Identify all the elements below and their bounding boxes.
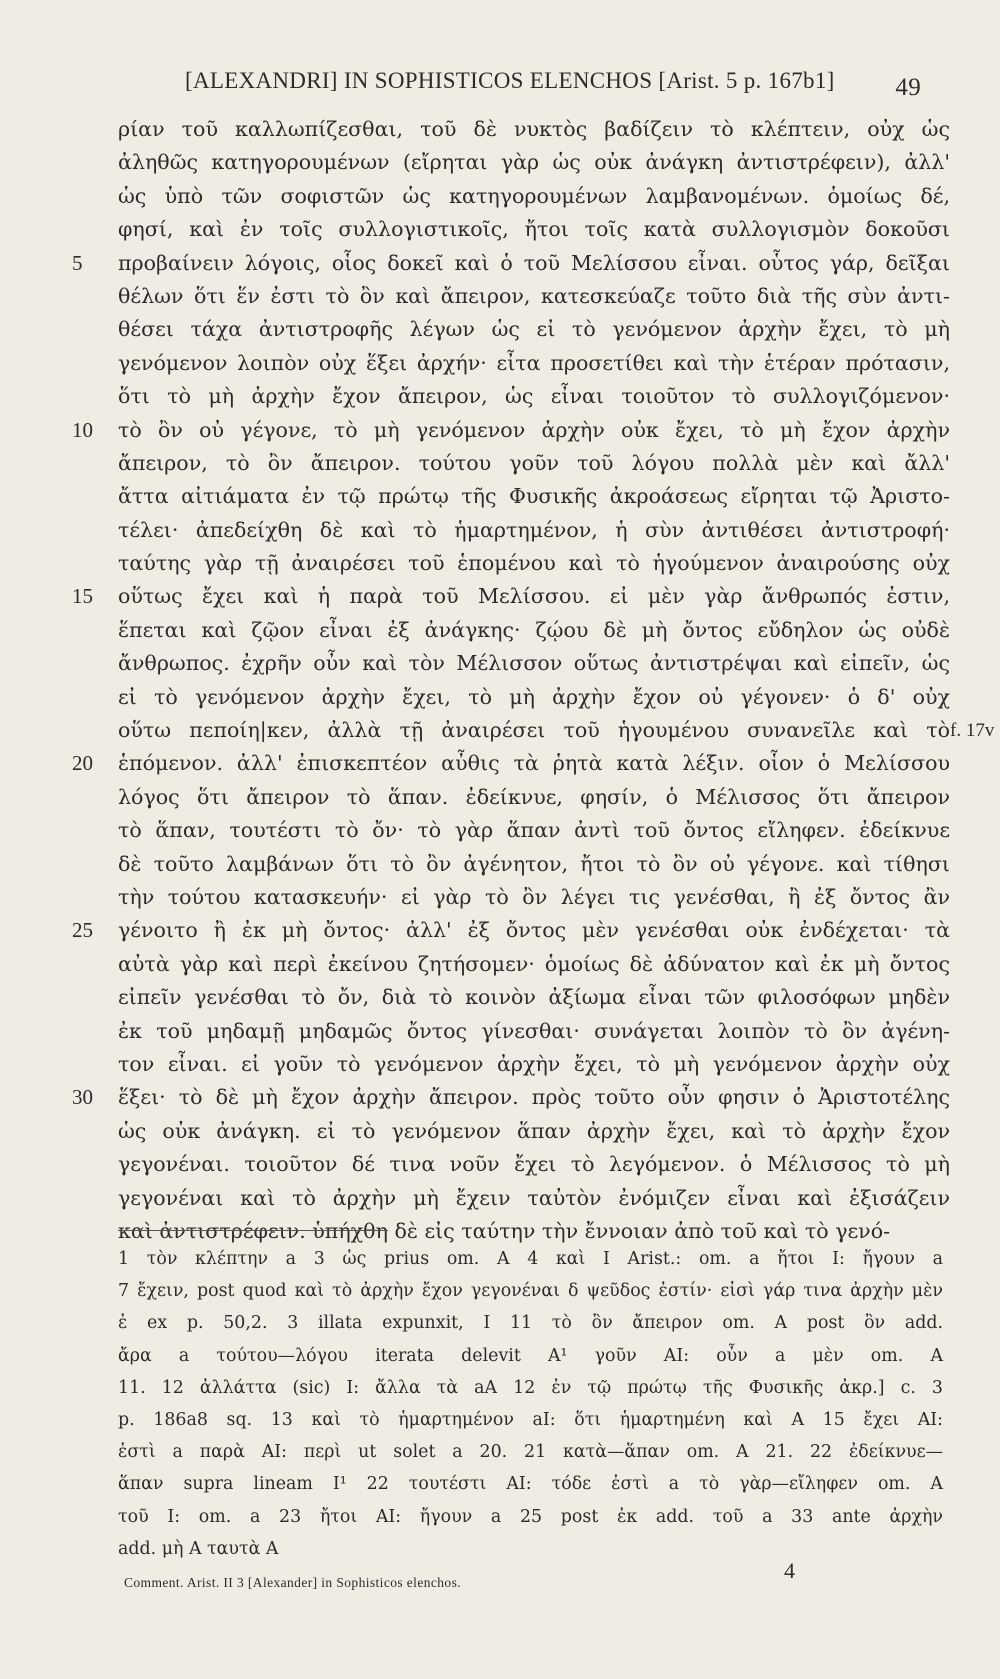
apparatus-line: p. 186a8 sq. 13 καὶ τὸ ἡμαρτημένον aI: ὅτι ἡμαρτημένη καὶ A 15 ἔχει AI:	[118, 1409, 943, 1430]
line-text: ἕπεται καὶ ζῷον εἶναι ἐξ ἀνάγκης· ζῴου δὲ μὴ ὄντος εὔδηλον ὡς οὐδὲ	[118, 617, 950, 642]
text-line	[0, 681, 1000, 714]
line-text: ταύτης γὰρ τῇ ἀναιρέσει τοῦ ἑπομένου καὶ τὸ ἡγούμενον ἀναιρούσης οὐχ	[118, 551, 950, 576]
line-text: λόγος ὅτι ἄπειρον τὸ ἅπαν. ἐδείκνυε, φησίν, ὁ Μέλισσος ὅτι ἄπειρον	[118, 784, 950, 809]
line-text: δὲ τοῦτο λαμβάνων ὅτι τὸ ὂν ἀγένητον, ἤτοι τὸ ὂν οὐ γέγονε. καὶ τίθησι	[118, 851, 950, 876]
line-text: θέσει τάχα ἀντιστροφῆς λέγων ὡς εἰ τὸ γενόμενον ἀρχὴν ἔχει, τὸ μὴ	[118, 317, 950, 342]
line-text: εἰπεῖν γενέσθαι τὸ ὄν, διὰ τὸ κοινὸν ἀξίωμα εἶναι τῶν φιλοσόφων μηδὲν	[118, 985, 950, 1010]
text-line	[0, 1182, 1000, 1215]
text-line	[0, 380, 1000, 413]
line-text: τον εἶναι. εἰ γοῦν τὸ γενόμενον ἀρχὴν ἔχει, τὸ μὴ γενόμενον ἀρχὴν οὐχ	[118, 1051, 950, 1076]
line-number: 25	[72, 918, 93, 943]
text-line	[0, 580, 1000, 613]
text-line	[0, 280, 1000, 313]
text-line	[0, 347, 1000, 380]
line-text: φησί, καὶ ἐν τοῖς συλλογιστικοῖς, ἤτοι τοῖς κατὰ συλλογισμὸν δοκοῦσι	[118, 217, 950, 242]
line-text: ὅτι τὸ μὴ ἀρχὴν ἔχον ἄπειρον, ὡς εἶναι τοιοῦτον τὸ συλλογιζόμενον·	[118, 384, 950, 409]
apparatus-line: ἅπαν supra lineam I¹ 22 τουτέστι AI: τόδε ἐστὶ a τὸ γὰρ—εἴληφεν om. A	[118, 1474, 943, 1495]
line-text: αὐτὰ γὰρ καὶ περὶ ἐκείνου ζητήσομεν· ὁμοίως δὲ ἀδύνατον καὶ ἐκ μὴ ὄντος	[118, 951, 950, 976]
line-text: τέλει· ἀπεδείχθη δὲ καὶ τὸ ἡμαρτημένον, ἡ σὺν ἀντιθέσει ἀντιστροφή·	[118, 517, 950, 542]
text-line	[0, 1115, 1000, 1148]
text-line	[0, 1048, 1000, 1081]
signature-mark: 4	[784, 1558, 795, 1583]
line-text: θέλων ὅτι ἕν ἐστι τὸ ὂν καὶ ἄπειρον, κατεσκεύαζε τοῦτο διὰ τῆς σὺν ἀντι-	[118, 283, 950, 308]
line-text: ἄνθρωπος. ἐχρῆν οὖν καὶ τὸν Μέλισσον οὕτως ἀντιστρέψαι καὶ εἰπεῖν, ὡς	[118, 651, 950, 676]
text-line	[0, 814, 1000, 847]
footer-citation: Comment. Arist. II 3 [Alexander] in Sophisticos elenchos.	[124, 1575, 461, 1590]
line-number: 30	[72, 1085, 93, 1110]
line-number: 15	[72, 584, 93, 609]
apparatus-line: τοῦ I: om. a 23 ἤτοι AI: ἤγουν a 25 post ἐκ add. τοῦ a 33 ante ἀρχὴν	[118, 1506, 943, 1527]
line-text: ἐκ τοῦ μηδαμῇ μηδαμῶς ὄντος γίνεσθαι· συνάγεται λοιπὸν τὸ ὂν ἀγένη-	[118, 1018, 950, 1043]
apparatus-line: ἐ ex p. 50,2. 3 illata expunxit, I 11 τὸ ὂν ἄπειρον om. A post ὂν add.	[118, 1313, 943, 1334]
apparatus-line: ἐστὶ a παρὰ AI: περὶ ut solet a 20. 21 κατὰ—ἅπαν om. A 21. 22 ἐδείκνυε—	[118, 1442, 943, 1463]
text-line	[0, 747, 1000, 780]
text-line	[0, 1015, 1000, 1048]
text-line	[0, 881, 1000, 914]
text-line	[0, 914, 1000, 947]
line-text: προβαίνειν λόγοις, οἷος δοκεῖ καὶ ὁ τοῦ Μελίσσου εἶναι. οὗτος γάρ, δεῖξαι	[118, 250, 950, 275]
text-line	[0, 514, 1000, 547]
line-text: γενόμενον λοιπὸν οὐχ ἕξει ἀρχήν· εἶτα προσετίθει καὶ τὴν ἑτέραν πρότασιν,	[118, 350, 950, 375]
text-line	[0, 213, 1000, 246]
text-line	[0, 1148, 1000, 1181]
critical-apparatus	[118, 1243, 943, 1565]
text-line	[0, 247, 1000, 280]
text-line	[0, 848, 1000, 881]
main-text	[0, 113, 1000, 1248]
text-line	[0, 1081, 1000, 1114]
running-header	[185, 68, 925, 101]
line-text: ὡς οὐκ ἀνάγκη. εἰ τὸ γενόμενον ἅπαν ἀρχὴν ἔχει, καὶ τὸ ἀρχὴν ἔχον	[118, 1118, 950, 1143]
line-text: γεγονέναι. τοιοῦτον δέ τινα νοῦν ἔχει τὸ λεγόμενον. ὁ Μέλισσος τὸ μὴ	[118, 1152, 950, 1177]
line-number: 10	[72, 417, 93, 442]
running-title: [ALEXANDRI] IN SOPHISTICOS ELENCHOS [Arist. 5 p. 167b1]	[185, 68, 835, 93]
line-text: ἄττα αἰτιάματα ἐν τῷ πρώτῳ τῆς Φυσικῆς ἀκροάσεως εἴρηται τῷ Ἀριστο-	[118, 484, 950, 509]
line-text: οὕτως ἔχει καὶ ἡ παρὰ τοῦ Μελίσσου. εἰ μὲν γὰρ ἄνθρωπός ἐστιν,	[118, 584, 950, 609]
page-number: 49	[895, 74, 921, 101]
line-text: γένοιτο ἢ ἐκ μὴ ὄντος· ἀλλ' ἐξ ὄντος μὲν γενέσθαι οὐκ ἐνδέχεται· τὰ	[118, 918, 950, 943]
footnote-rule	[118, 1230, 388, 1231]
text-line	[0, 547, 1000, 580]
line-text: τὸ ὂν οὐ γέγονε, τὸ μὴ γενόμενον ἀρχὴν οὐκ ἔχει, τὸ μὴ ἔχον ἀρχὴν	[118, 417, 950, 442]
text-line	[0, 113, 1000, 146]
text-line	[0, 981, 1000, 1014]
line-number: 20	[72, 751, 93, 776]
line-text: εἰ τὸ γενόμενον ἀρχὴν ἔχει, τὸ μὴ ἀρχὴν ἔχον οὐ γέγονεν· ὁ δ' οὐχ	[118, 684, 950, 709]
line-number: 5	[72, 250, 83, 275]
apparatus-line: ἄρα a τούτου—λόγου iterata delevit A¹ γοῦν AI: οὖν a μὲν om. A	[118, 1345, 943, 1366]
line-text: ἑπόμενον. ἀλλ' ἐπισκεπτέον αὖθις τὰ ῥητὰ κατὰ λέξιν. οἷον ὁ Μελίσσου	[118, 751, 950, 776]
line-text: ἕξει· τὸ δὲ μὴ ἔχον ἀρχὴν ἄπειρον. πρὸς τοῦτο οὖν φησιν ὁ Ἀριστοτέλης	[118, 1085, 950, 1110]
text-line	[0, 447, 1000, 480]
line-text: τὴν τούτου κατασκευήν· εἰ γὰρ τὸ ὂν λέγει τις γενέσθαι, ἢ ἐξ ὄντος ἂν	[118, 884, 950, 909]
text-line	[0, 614, 1000, 647]
text-line	[0, 313, 1000, 346]
apparatus-line: add. μὴ A ταυτὰ A	[118, 1538, 279, 1559]
text-line	[0, 180, 1000, 213]
text-line	[0, 714, 1000, 747]
text-line	[0, 781, 1000, 814]
folio-marker: f. 17v	[950, 720, 995, 742]
apparatus-line: 7 ἔχειν, post quod καὶ τὸ ἀρχὴν ἔχον γεγονέναι δ ψεῦδος ἐστίν· εἰσὶ γάρ τινα ἀρχὴν μὲν	[118, 1281, 943, 1302]
text-line	[0, 948, 1000, 981]
apparatus-line: 11. 12 ἀλλάττα (sic) I: ἄλλα τὰ aA 12 ἐν τῷ πρώτῳ τῆς Φυσικῆς ἀκρ.] c. 3	[118, 1377, 943, 1398]
apparatus-line: 1 τὸν κλέπτην a 3 ὡς prius om. A 4 καὶ I Arist.: om. a ἤτοι I: ἤγουν a	[118, 1249, 943, 1269]
text-line	[0, 414, 1000, 447]
text-line	[0, 146, 1000, 179]
text-line	[0, 480, 1000, 513]
line-text: τὸ ἅπαν, τουτέστι τὸ ὄν· τὸ γὰρ ἅπαν ἀντὶ τοῦ ὄντος εἴληφεν. ἐδείκνυε	[118, 818, 950, 843]
line-text: γεγονέναι καὶ τὸ ἀρχὴν μὴ ἔχειν ταὐτὸν ἐνόμιζεν εἶναι καὶ ἐξισάζειν	[118, 1185, 950, 1210]
line-text: ἀληθῶς κατηγορουμένων (εἴρηται γὰρ ὡς οὐκ ἀνάγκη ἀντιστρέφειν), ἀλλ'	[118, 150, 950, 175]
line-text: ὡς ὑπὸ τῶν σοφιστῶν ὡς κατηγορουμένων λαμβανομένων. ὁμοίως δέ,	[118, 183, 950, 208]
line-text: ρίαν τοῦ καλλωπίζεσθαι, τοῦ δὲ νυκτὸς βαδίζειν τὸ κλέπτειν, οὐχ ὡς	[118, 117, 950, 141]
line-text: καὶ ἀντιστρέφειν. ὑπήχθη δὲ εἰς ταύτην τὴν ἔννοιαν ἀπὸ τοῦ καὶ τὸ γενό-	[118, 1218, 891, 1243]
text-line	[0, 647, 1000, 680]
line-text: οὕτω πεποίη|κεν, ἀλλὰ τῇ ἀναιρέσει τοῦ ἡγουμένου συνανεῖλε καὶ τὸ	[118, 718, 950, 743]
line-text: ἄπειρον, τὸ ὂν ἄπειρον. τούτου γοῦν τοῦ λόγου πολλὰ μὲν καὶ ἄλλ'	[118, 450, 950, 475]
